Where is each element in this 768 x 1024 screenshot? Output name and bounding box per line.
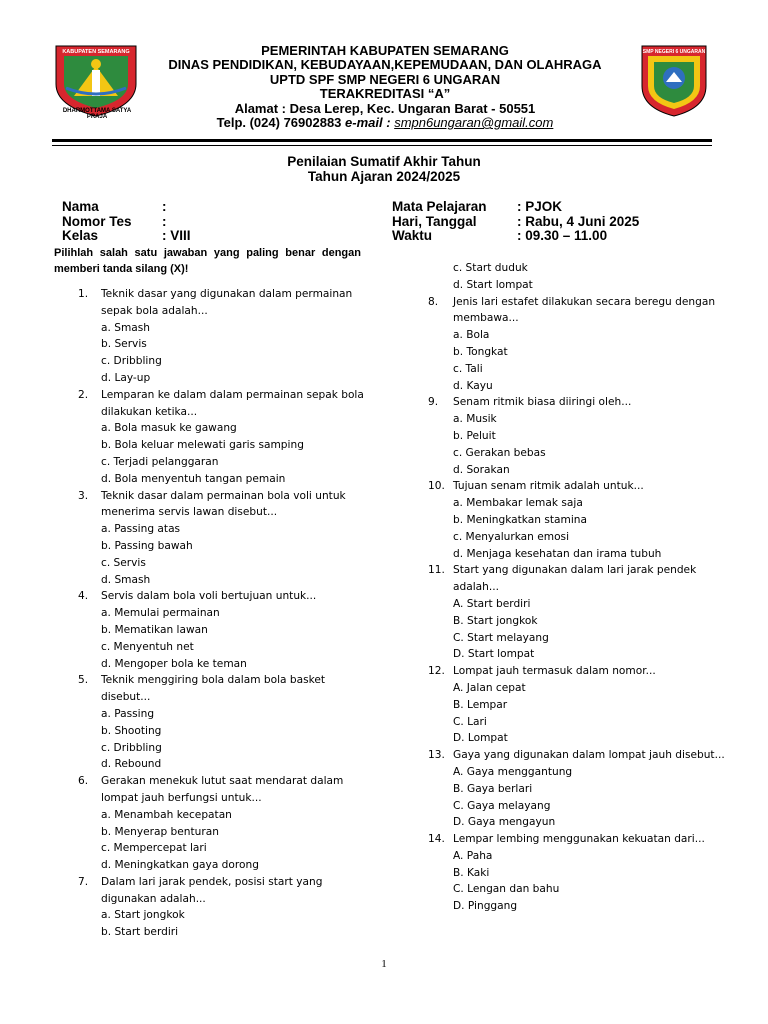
letterhead bbox=[140, 44, 630, 130]
letterhead-divider-thin bbox=[52, 145, 712, 146]
answer-option[interactable]: c. Servis bbox=[101, 556, 146, 569]
question-item bbox=[78, 387, 368, 488]
answer-option[interactable]: b. Shooting bbox=[101, 724, 162, 737]
answer-option[interactable]: a. Menambah kecepatan bbox=[101, 808, 232, 821]
answer-option[interactable]: A. Jalan cepat bbox=[453, 681, 526, 694]
question-item bbox=[430, 831, 730, 915]
answer-option[interactable]: b. Passing bawah bbox=[101, 539, 193, 552]
answer-option[interactable]: a. Membakar lemak saja bbox=[453, 497, 583, 510]
identity-label: Kelas bbox=[62, 228, 99, 244]
answer-option[interactable]: c. Tali bbox=[453, 362, 483, 375]
letterhead-email-link[interactable]: smpn6ungaran@gmail.com bbox=[394, 115, 554, 131]
identity-label: Hari, Tanggal bbox=[392, 213, 477, 229]
answer-option[interactable]: c. Gerakan bebas bbox=[453, 446, 546, 459]
answer-option[interactable]: a. Bola bbox=[453, 329, 490, 342]
answer-option[interactable]: a. Passing atas bbox=[101, 523, 181, 536]
question-text: Teknik menggiring bola dalam bola basket disebut... bbox=[101, 674, 326, 704]
answer-option[interactable]: D. Lompat bbox=[453, 732, 508, 745]
question-number: 5. bbox=[78, 674, 89, 687]
question-item bbox=[430, 663, 730, 747]
answer-option[interactable]: d. Mengoper bola ke teman bbox=[101, 657, 247, 670]
identity-value: : Rabu, 4 Juni 2025 bbox=[517, 213, 640, 229]
answer-option[interactable]: d. Rebound bbox=[101, 758, 162, 771]
answer-option[interactable]: b. Meningkatkan stamina bbox=[453, 513, 587, 526]
answer-option[interactable]: A. Gaya menggantung bbox=[453, 765, 573, 778]
question-text: Teknik dasar dalam permainan bola voli untuk menerima servis lawan disebut... bbox=[101, 489, 346, 519]
identity-row-time bbox=[392, 229, 639, 244]
identity-value: : bbox=[162, 213, 167, 229]
answer-option[interactable]: B. Start jongkok bbox=[453, 614, 538, 627]
question-item bbox=[78, 588, 368, 672]
answer-option[interactable]: a. Musik bbox=[453, 413, 497, 426]
answer-option[interactable]: B. Lempar bbox=[453, 698, 508, 711]
answer-option[interactable]: D. Start lompat bbox=[453, 648, 535, 661]
question-number: 6. bbox=[78, 775, 89, 788]
question-number: 10. bbox=[428, 480, 445, 493]
identity-value: : PJOK bbox=[517, 199, 563, 214]
right-logo-caption: SMP NEGERI 6 UNGARAN bbox=[642, 49, 706, 55]
question-number: 1. bbox=[78, 288, 89, 300]
answer-option[interactable]: C. Start melayang bbox=[453, 631, 549, 644]
answer-option[interactable]: d. Lay-up bbox=[101, 371, 151, 384]
question-text: Gerakan menekuk lutut saat mendarat dalam lompat jauh berfungsi untuk... bbox=[101, 775, 344, 804]
answer-option[interactable]: b. Tongkat bbox=[453, 345, 508, 358]
letterhead-divider-thick bbox=[52, 139, 712, 142]
question-number: 9. bbox=[428, 396, 439, 409]
question-list-right bbox=[430, 294, 730, 915]
exam-title-line: Penilaian Sumatif Akhir Tahun bbox=[287, 154, 481, 169]
left-logo-caption: KABUPATEN SEMARANG bbox=[62, 49, 130, 55]
answer-option[interactable]: b. Peluit bbox=[453, 429, 496, 442]
answer-option[interactable]: c. Terjadi pelanggaran bbox=[101, 455, 219, 468]
answer-option[interactable]: d. Meningkatkan gaya dorong bbox=[101, 859, 259, 872]
question-7-continuation bbox=[430, 260, 730, 294]
answer-option[interactable]: a. Bola masuk ke gawang bbox=[101, 422, 237, 435]
question-text: Tujuan senam ritmik adalah untuk... bbox=[453, 480, 644, 493]
question-number: 3. bbox=[78, 489, 89, 502]
answer-option[interactable]: d. Kayu bbox=[453, 379, 493, 392]
identity-row-test-number bbox=[62, 215, 191, 230]
question-item bbox=[78, 286, 368, 387]
answer-option[interactable]: A. Start berdiri bbox=[453, 597, 531, 610]
answer-option[interactable]: C. Lari bbox=[453, 715, 487, 728]
question-text: Dalam lari jarak pendek, posisi start yang digunakan adalah... bbox=[101, 875, 323, 905]
answer-option[interactable]: b. Servis bbox=[101, 338, 147, 351]
question-column-right bbox=[430, 260, 730, 915]
answer-option[interactable]: d. Sorakan bbox=[453, 463, 510, 476]
school-logo-icon bbox=[640, 42, 708, 118]
answer-option[interactable]: d. Smash bbox=[101, 573, 151, 586]
answer-option[interactable]: d. Menjaga kesehatan dan irama tubuh bbox=[453, 547, 662, 560]
answer-option[interactable]: c. Menyalurkan emosi bbox=[453, 530, 570, 543]
exam-year-line: Tahun Ajaran 2024/2025 bbox=[307, 169, 461, 184]
letterhead-line4: TERAKREDITASI “A” bbox=[319, 86, 451, 102]
identity-value: : VIII bbox=[162, 228, 191, 244]
answer-option[interactable]: A. Paha bbox=[453, 849, 493, 862]
answer-option[interactable]: D. Pinggang bbox=[453, 900, 518, 913]
question-item bbox=[430, 478, 730, 562]
question-column-left bbox=[78, 286, 368, 941]
instruction-text: Pilihlah salah satu jawaban yang paling benar dengan memberi tanda silang (X)! bbox=[54, 247, 361, 275]
question-text: Lemparan ke dalam dalam permainan sepak bola dilakukan ketika... bbox=[101, 388, 364, 418]
answer-option[interactable]: b. Bola keluar melewati garis samping bbox=[101, 439, 304, 452]
question-number: 7. bbox=[78, 875, 89, 888]
question-text: Start yang digunakan dalam lari jarak pendek adalah... bbox=[453, 564, 697, 594]
question-item bbox=[78, 672, 368, 773]
identity-label: Nama bbox=[62, 199, 99, 214]
letterhead-email-label: e-mail : bbox=[345, 115, 391, 131]
answer-option[interactable]: b. Mematikan lawan bbox=[101, 623, 208, 636]
question-text: Lompat jauh termasuk dalam nomor... bbox=[453, 665, 656, 678]
answer-option[interactable]: C. Gaya melayang bbox=[453, 799, 551, 812]
letterhead-contact bbox=[140, 116, 630, 130]
question-number: 12. bbox=[428, 665, 445, 678]
question-item bbox=[430, 394, 730, 478]
answer-option[interactable]: d. Start lompat bbox=[453, 278, 533, 291]
answer-option[interactable]: a. Memulai permainan bbox=[101, 607, 220, 620]
letterhead-line2: DINAS PENDIDIKAN, KEBUDAYAAN,KEPEMUDAAN, DAN OLAHRAGA bbox=[168, 57, 602, 73]
identity-value: : bbox=[162, 199, 167, 214]
question-number: 4. bbox=[78, 590, 89, 603]
question-text: Servis dalam bola voli bertujuan untuk... bbox=[101, 590, 317, 603]
answer-option[interactable]: c. Mempercepat lari bbox=[101, 842, 207, 855]
identity-label: Nomor Tes bbox=[62, 213, 132, 229]
letterhead-address: Alamat : Desa Lerep, Kec. Ungaran Barat - 50551 bbox=[234, 100, 536, 116]
letterhead-line3: UPTD SPF SMP NEGERI 6 UNGARAN bbox=[269, 71, 501, 87]
question-item bbox=[78, 874, 368, 941]
kabupaten-semarang-logo-icon bbox=[52, 40, 140, 118]
answer-option[interactable]: B. Kaki bbox=[453, 866, 490, 879]
question-item bbox=[430, 562, 730, 663]
question-text: Lempar lembing menggunakan kekuatan dari... bbox=[453, 833, 705, 846]
answer-option[interactable]: c. Start duduk bbox=[453, 262, 528, 274]
question-item bbox=[430, 747, 730, 831]
question-number: 2. bbox=[78, 388, 89, 401]
identity-row-date bbox=[392, 215, 639, 230]
answer-option[interactable]: a. Passing bbox=[101, 707, 155, 720]
question-number: 8. bbox=[428, 295, 439, 308]
letterhead-phone: Telp. (024) 76902883 bbox=[216, 115, 342, 131]
identity-row-class bbox=[62, 229, 191, 244]
answer-option[interactable]: b. Start berdiri bbox=[101, 926, 179, 939]
question-number: 13. bbox=[428, 749, 445, 762]
answer-option[interactable]: a. Smash bbox=[101, 321, 150, 334]
question-number: 11. bbox=[428, 564, 445, 577]
question-text: Teknik dasar yang digunakan dalam permainan sepak bola adalah... bbox=[101, 288, 353, 317]
exam-title bbox=[0, 154, 768, 184]
identity-label: Mata Pelajaran bbox=[392, 199, 487, 214]
question-item bbox=[78, 773, 368, 874]
identity-label: Waktu bbox=[392, 228, 432, 244]
answer-option[interactable]: C. Lengan dan bahu bbox=[453, 883, 560, 896]
exam-identity bbox=[392, 200, 639, 244]
answer-option[interactable]: d. Bola menyentuh tangan pemain bbox=[101, 472, 286, 485]
question-text: Senam ritmik biasa diiringi oleh... bbox=[453, 396, 632, 409]
answer-option[interactable]: a. Start jongkok bbox=[101, 909, 185, 922]
identity-value: : 09.30 – 11.00 bbox=[517, 228, 608, 244]
answer-option[interactable]: c. Dribbling bbox=[101, 741, 162, 754]
letterhead-line1: PEMERINTAH KABUPATEN SEMARANG bbox=[261, 43, 509, 58]
question-item bbox=[78, 488, 368, 589]
question-number: 14. bbox=[428, 833, 445, 846]
identity-row-subject bbox=[392, 200, 639, 215]
answer-option[interactable]: c. Dribbling bbox=[101, 355, 162, 368]
answer-option[interactable]: b. Menyerap benturan bbox=[101, 825, 219, 838]
answer-option[interactable]: c. Menyentuh net bbox=[101, 640, 194, 653]
answer-option[interactable]: B. Gaya berlari bbox=[453, 782, 533, 795]
answer-option[interactable]: D. Gaya mengayun bbox=[453, 816, 556, 829]
question-text: Jenis lari estafet dilakukan secara beregu dengan membawa... bbox=[453, 295, 716, 325]
identity-row-name bbox=[62, 200, 191, 215]
left-logo-banner: DHARMOTTAMA SATYA PRAJA bbox=[62, 108, 132, 120]
question-text: Gaya yang digunakan dalam lompat jauh disebut... bbox=[453, 749, 725, 762]
page-number: 1 bbox=[381, 958, 387, 970]
student-identity bbox=[62, 200, 191, 244]
question-item bbox=[430, 294, 730, 395]
